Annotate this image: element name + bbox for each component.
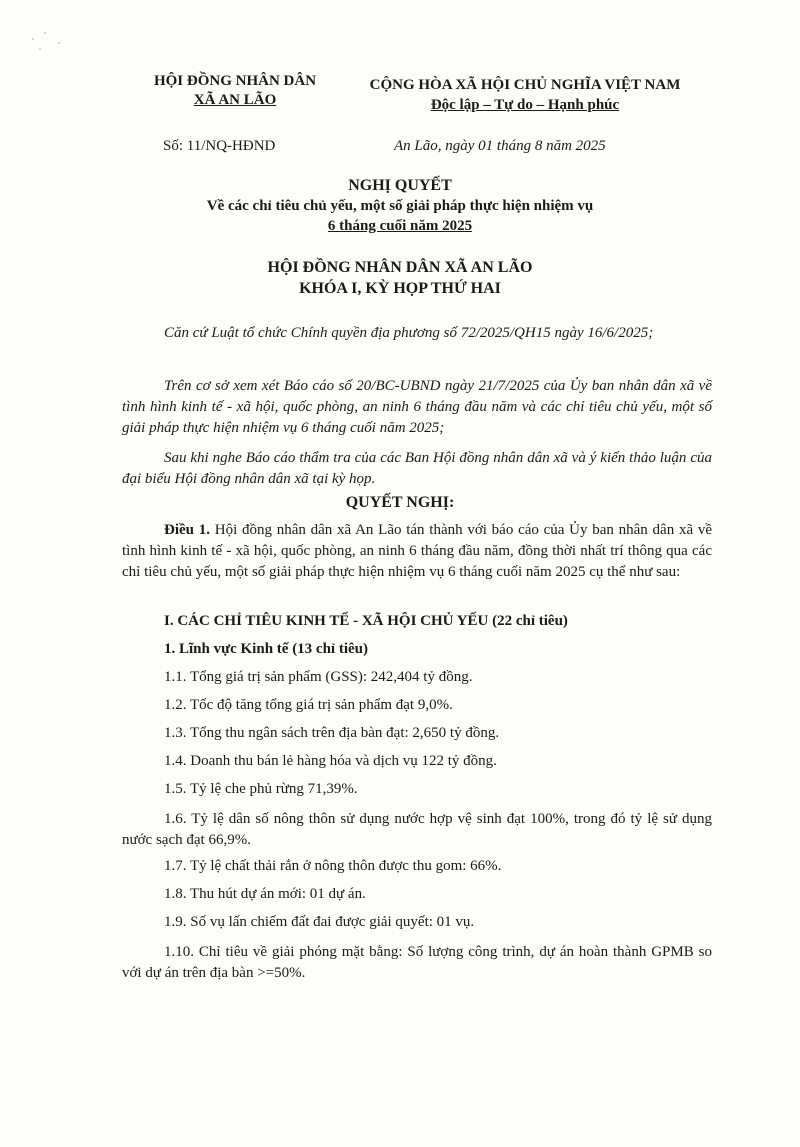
- document-type: NGHỊ QUYẾT: [348, 177, 452, 194]
- article-1: [122, 520, 712, 583]
- indicator-item-1-6: 1.6. Tỷ lệ dân số nông thôn sử dụng nước hợp vệ sinh đạt 100%, trong đó tỷ lệ sử dụng nước sạch đạt 66,9%.: [122, 811, 712, 848]
- indicator-item-1-2: 1.2. Tốc độ tăng tổng giá trị sản phẩm đạt 9,0%.: [164, 697, 453, 713]
- motto-line: [350, 95, 700, 115]
- motto-text: Độc lập – Tự do – Hạnh phúc: [430, 97, 620, 113]
- place-and-date: An Lão, ngày 01 tháng 8 năm 2025: [394, 138, 606, 154]
- issuing-body: [130, 72, 340, 110]
- indicator-item-1-9: 1.9. Số vụ lấn chiếm đất đai được giải quyết: 01 vụ.: [164, 914, 475, 930]
- national-motto: [350, 75, 700, 115]
- article-1-text: Hội đồng nhân dân xã An Lão tán thành với báo cáo của Ủy ban nhân dân xã về tình hình kinh tế - xã hội, quốc phòng, an ninh 6 tháng đầu năm, đồng thời nhất trí thông qua các chỉ tiêu chủ yếu, một số giải pháp thực hiện nhiệm vụ 6 tháng cuối năm 2025 cụ thể như sau:: [122, 522, 713, 580]
- indicator-item-1-8: 1.8. Thu hút dự án mới: 01 dự án.: [164, 886, 366, 902]
- section-1-subheading: 1. Lĩnh vực Kinh tế (13 chỉ tiêu): [164, 641, 369, 657]
- decision-heading: QUYẾT NGHỊ:: [345, 494, 455, 511]
- preamble-legal-basis: Căn cứ Luật tổ chức Chính quyền địa phương số 72/2025/QH15 ngày 16/6/2025;: [164, 325, 654, 341]
- indicator-item-1-1: 1.1. Tổng giá trị sản phẩm (GSS): 242,404 tỷ đồng.: [164, 669, 473, 685]
- document-subject-line2-text: 6 tháng cuối năm 2025: [327, 218, 473, 234]
- issuing-body-line2: [130, 91, 340, 110]
- indicator-item-1-5: 1.5. Tỷ lệ che phủ rừng 71,39%.: [164, 781, 358, 797]
- issuing-body-line1: HỘI ĐỒNG NHÂN DÂN: [153, 73, 317, 89]
- document-subject-line2: [0, 218, 800, 235]
- document-number: Số: 11/NQ-HĐND: [163, 138, 276, 154]
- preamble-review-basis: Sau khi nghe Báo cáo thẩm tra của các Ban Hội đồng nhân dân xã và ý kiến thảo luận của đại biểu Hội đồng nhân dân xã tại kỳ họp.: [122, 450, 712, 487]
- issuer-heading-line2: KHÓA I, KỲ HỌP THỨ HAI: [299, 280, 501, 297]
- national-name: CỘNG HÒA XÃ HỘI CHỦ NGHĨA VIỆT NAM: [369, 77, 681, 93]
- issuer-heading-line1: HỘI ĐỒNG NHÂN DÂN XÃ AN LÃO: [267, 259, 533, 276]
- indicator-item-1-4: 1.4. Doanh thu bán lẻ hàng hóa và dịch vụ 122 tỷ đồng.: [164, 753, 497, 769]
- scan-specks: [30, 30, 70, 55]
- indicator-item-1-7: 1.7. Tỷ lệ chất thải rắn ở nông thôn được thu gom: 66%.: [164, 858, 502, 874]
- document-subject-line1: Về các chỉ tiêu chủ yếu, một số giải pháp thực hiện nhiệm vụ: [206, 198, 594, 214]
- preamble-report-basis: Trên cơ sở xem xét Báo cáo số 20/BC-UBND ngày 21/7/2025 của Ủy ban nhân dân xã về tình hình kinh tế - xã hội, quốc phòng, an ninh 6 tháng đầu năm và các chỉ tiêu chủ yếu, một số giải pháp thực hiện nhiệm vụ 6 tháng cuối năm 2025;: [122, 378, 712, 436]
- indicator-item-1-3: 1.3. Tổng thu ngân sách trên địa bàn đạt: 2,650 tỷ đồng.: [164, 725, 500, 741]
- article-1-label: Điều 1.: [164, 522, 210, 538]
- issuing-body-name: XÃ AN LÃO: [193, 92, 277, 108]
- indicator-item-1-10: 1.10. Chỉ tiêu về giải phóng mặt bằng: Số lượng công trình, dự án hoàn thành GPMB so với dự án trên địa bàn >=50%.: [122, 944, 712, 981]
- section-1-heading: I. CÁC CHỈ TIÊU KINH TẾ - XÃ HỘI CHỦ YẾU (22 chỉ tiêu): [164, 613, 568, 629]
